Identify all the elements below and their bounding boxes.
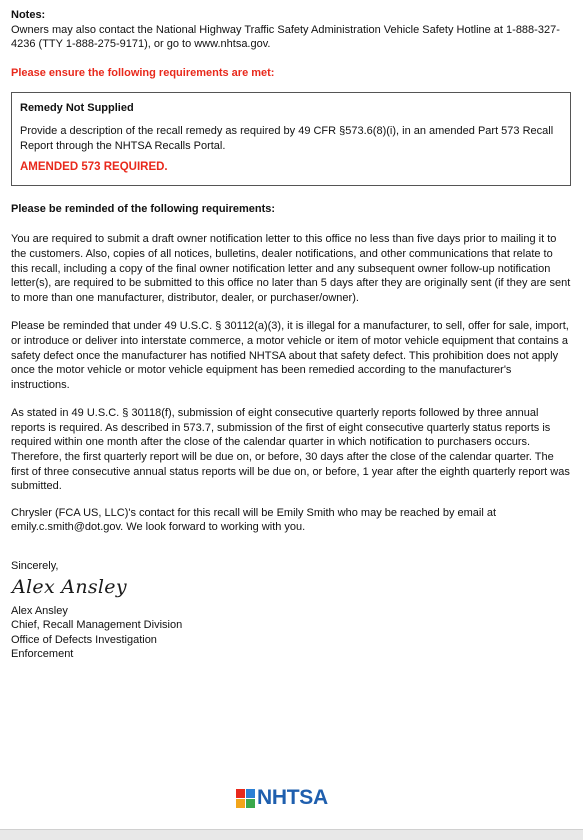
logo-square-blue — [246, 789, 255, 798]
signer-name: Alex Ansley — [11, 604, 68, 617]
paragraph-owner-notification: You are required to submit a draft owner notification letter to this office no less than five days prior to mailing it to the customers. Also, copies of all notices, bulletins, dealer notifications, and other communications that relate to this recall, including a copy of the final owner notification letter and any subsequent owner follow-up notification letter(s), are required to be submitted to this office no later than 5 days after they are originally sent (if they are sent to more than one manufacturer, distributor, dealer, or purchaser/owner). — [11, 233, 571, 304]
remedy-box-text: Provide a description of the recall remedy as required by 49 CFR §573.6(8)(i), in an amended Part 573 Recall Report through the NHTSA Recalls Portal. — [20, 124, 554, 152]
logo-square-orange — [236, 799, 245, 808]
letter-body — [11, 8, 571, 662]
paragraph-safety-defect: Please be reminded that under 49 U.S.C. § 30112(a)(3), it is illegal for a manufacturer, to sell, offer for sale, import, or introduce or deliver into interstate commerce, a motor vehicle or item of motor vehicle equipment that contains a safety defect once the manufacturer has notified NHTSA about that safety defect. This prohibition does not apply once the motor vehicle or motor vehicle equipment has been remedied according to the manufacturer's instructions. — [11, 320, 569, 391]
remedy-status: AMENDED 573 REQUIRED. — [20, 161, 168, 174]
signer-office: Office of Defects Investigation — [11, 633, 157, 646]
paragraph-quarterly-reports: As stated in 49 U.S.C. § 30118(f), submission of eight consecutive quarterly reports followed by three annual reports is required. As described in 573.7, submission of the first of eight consecutive quarterly status reports is required within one month after the close of the calendar quarter in which notification to purchasers occurs. Therefore, the first quarterly report will be due on, or before, 30 days after the close of the calendar quarter. The first of three consecutive annual status reports will be due on, or before, 1 year after the eighth quarterly report was submitted. — [11, 407, 570, 493]
notes-text: Owners may also contact the National Highway Traffic Safety Administration Vehicle Safety Hotline at 1-888-327-4236 (TTY 1-888-275-9171), or go to www.nhtsa.gov. — [11, 23, 560, 51]
nhtsa-logo-icon — [236, 789, 255, 808]
closing: Sincerely, — [11, 560, 59, 573]
signer-unit: Enforcement — [11, 648, 74, 661]
logo-square-red — [236, 789, 245, 798]
signer-title: Chief, Recall Management Division — [11, 619, 183, 632]
bottom-scroll-bar[interactable] — [0, 829, 583, 840]
remedy-box-title: Remedy Not Supplied — [20, 102, 134, 115]
paragraph-contact: Chrysler (FCA US, LLC)'s contact for this recall will be Emily Smith who may be reached by email at emily.c.smith@dot.gov. We look forward to working with you. — [11, 506, 497, 534]
nhtsa-logo-text: NHTSA — [257, 785, 328, 809]
reminder-heading: Please be reminded of the following requirements: — [11, 202, 276, 215]
handwritten-signature: Alex Ansley — [12, 575, 127, 598]
notes-title: Notes: — [11, 9, 46, 21]
logo-square-green — [246, 799, 255, 808]
signature-block — [11, 604, 571, 662]
nhtsa-logo — [236, 787, 328, 809]
remedy-box — [11, 92, 571, 185]
requirements-heading: Please ensure the following requirements are met: — [11, 66, 275, 79]
